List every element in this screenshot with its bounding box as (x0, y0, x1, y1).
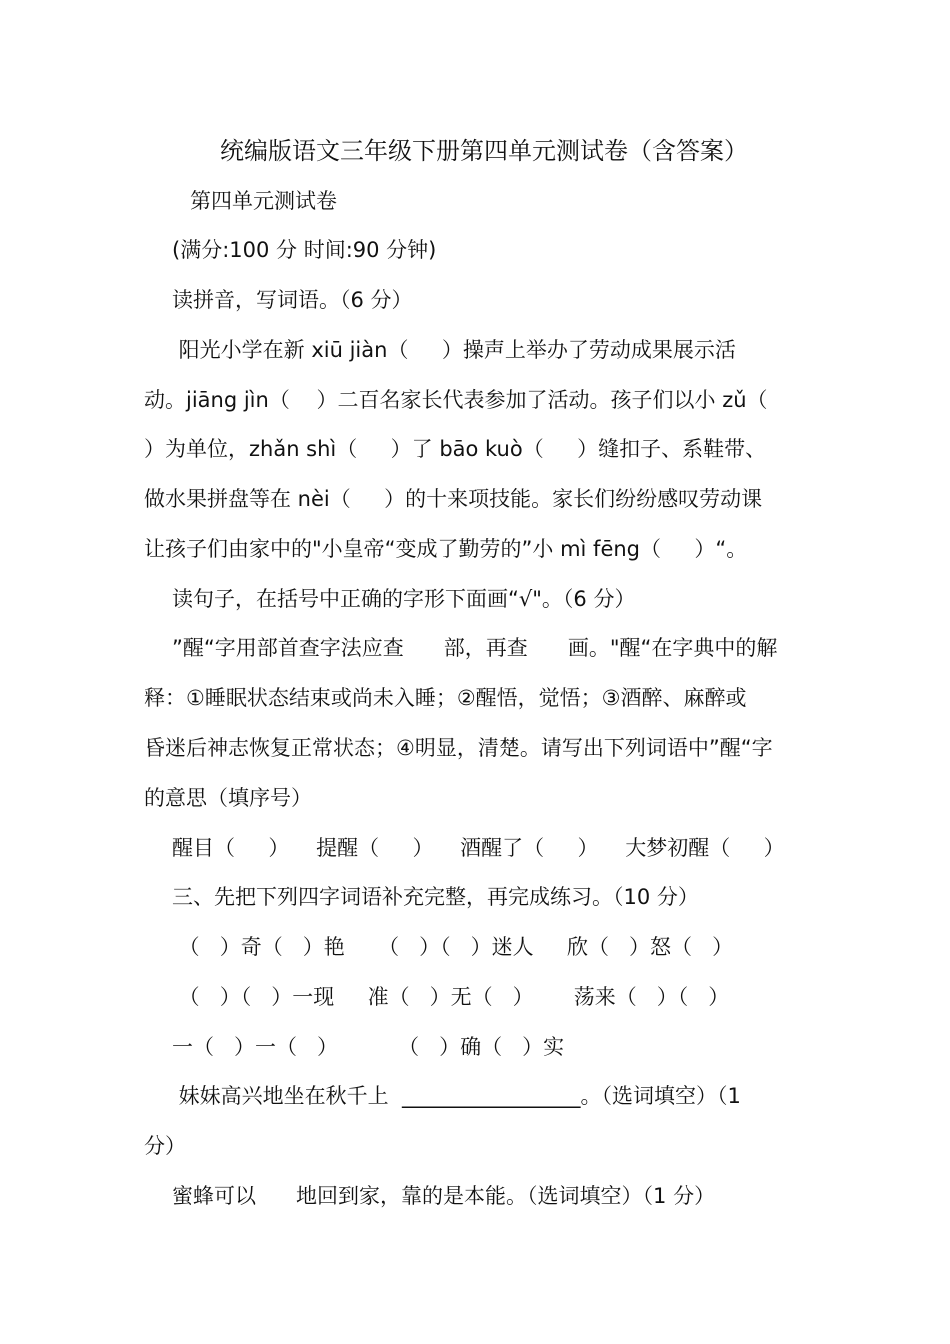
fill-blank-row: 醒目（ ） 提醒（ ） 酒醒了（ ） 大梦初醒（ ） (172, 836, 785, 860)
paragraph-line: 让孩子们由家中的"小皇帝“变成了勤劳的”小 mì fēng（ ）“。 (144, 537, 748, 561)
question-line: 分） (144, 1134, 186, 1158)
paragraph-line: 阳光小学在新 xiū jiàn（ ）操声上举办了劳动成果展示活 (172, 338, 736, 362)
paragraph-line: ”醒“字用部首查字法应查 部，再查 画。"醒“在字典中的解 (172, 636, 778, 660)
paragraph-line: 做水果拼盘等在 nèi（ ）的十来项技能。家长们纷纷感叹劳动课 (144, 487, 763, 511)
section-heading: 三、先把下列四字词语补充完整，再完成练习。（10 分） (172, 885, 699, 909)
section-heading: 读句子，在括号中正确的字形下面画“√"。（6 分） (172, 587, 636, 611)
paragraph-line: ）为单位，zhǎn shì（ ）了 bāo kuò（ ）缝扣子、系鞋带、 (144, 437, 767, 461)
document-subtitle: 第四单元测试卷 (190, 189, 337, 213)
score-time-info: (满分:100 分 时间:90 分钟) (172, 238, 437, 262)
idiom-row: 一（ ）一（ ） （ ）确（ ）实 (172, 1035, 565, 1059)
section-heading: 读拼音，写词语。（6 分） (172, 288, 413, 312)
idiom-row: （ ）奇（ ）艳 （ ）（ ）迷人 欣（ ）怒（ ） (172, 935, 734, 959)
document-title: 统编版语文三年级下册第四单元测试卷（含答案） (220, 137, 748, 165)
paragraph-line: 的意思（填序号） (144, 786, 312, 810)
question-line: 妹妹高兴地坐在秋千上 _________________。（选词填空）（1 (172, 1084, 741, 1108)
paragraph-line: 昏迷后神志恢复正常状态；④明显，清楚。请写出下列词语中”醒“字 (144, 736, 773, 760)
idiom-row: （ ）（ ）一现 准（ ）无（ ） 荡来（ ）（ ） (172, 985, 730, 1009)
question-line: 蜜蜂可以 地回到家，靠的是本能。（选词填空）（1 分） (172, 1184, 716, 1208)
paragraph-line: 动。jiāng jìn（ ）二百名家长代表参加了活动。孩子们以小 zǔ（ (144, 388, 768, 412)
paragraph-line: 释：①睡眠状态结束或尚未入睡；②醒悟，觉悟；③酒醉、麻醉或 (144, 686, 747, 710)
